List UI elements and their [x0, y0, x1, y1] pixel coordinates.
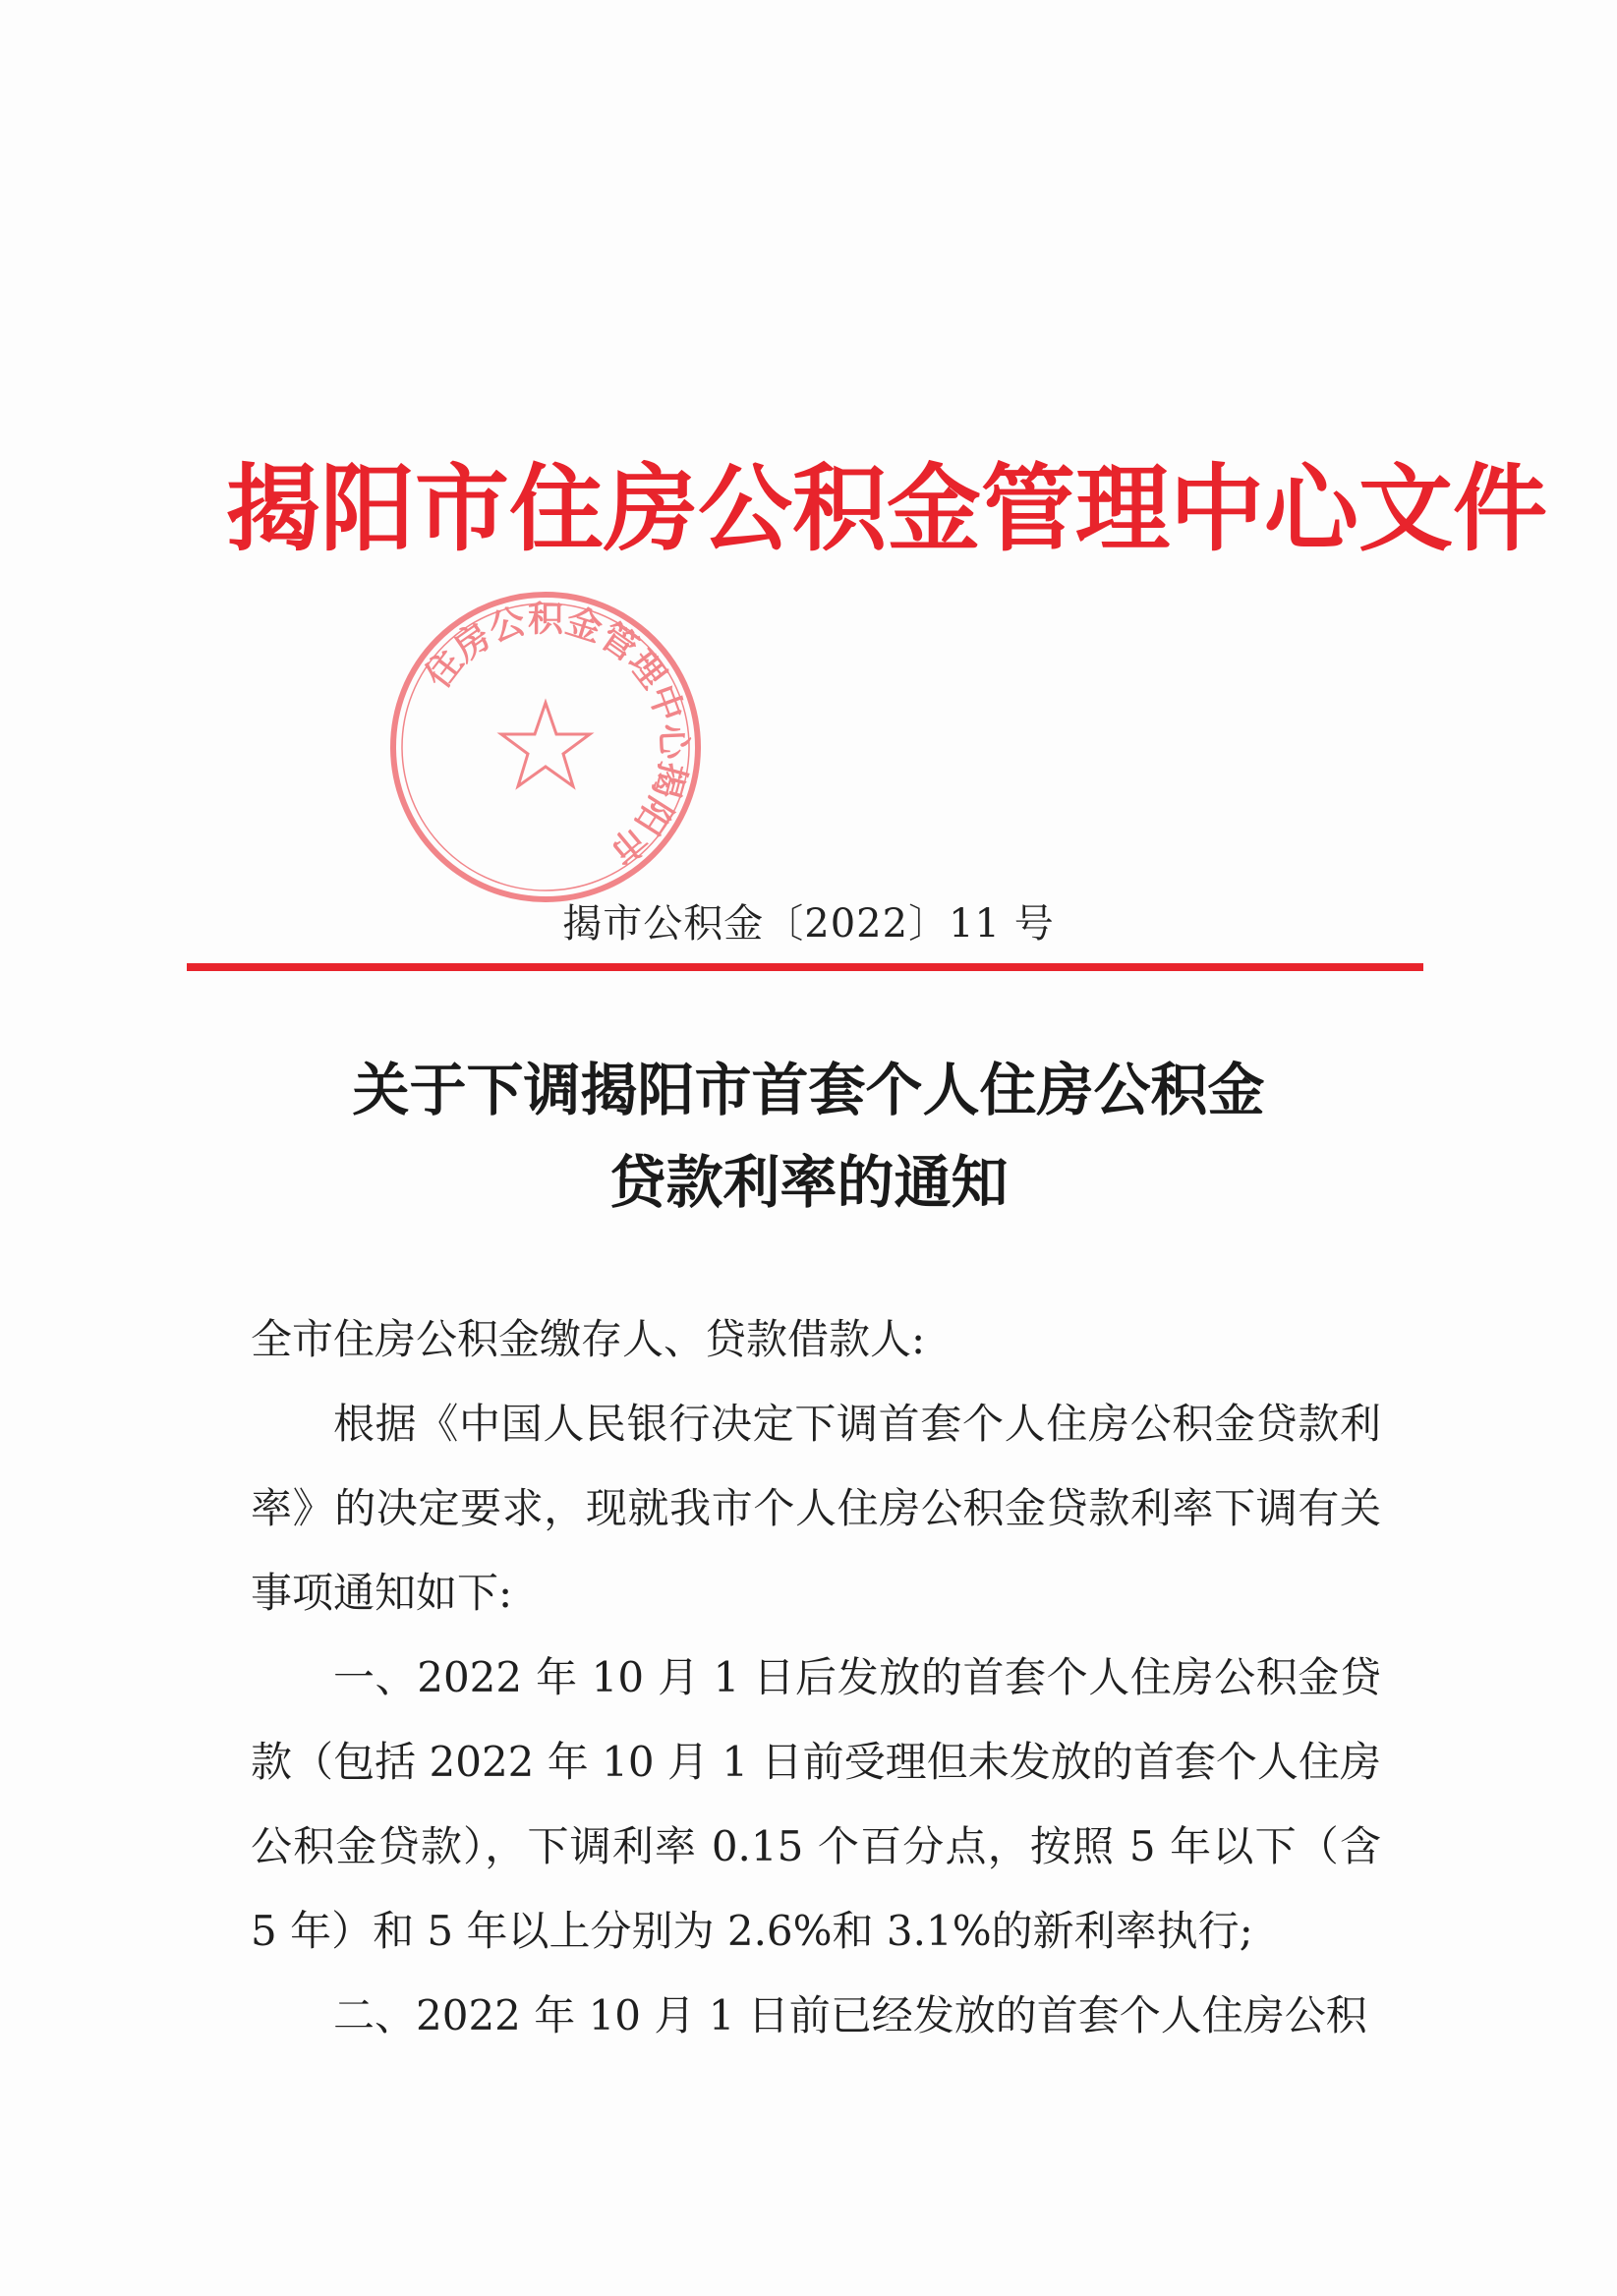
salutation: 全市住房公积金缴存人、贷款借款人:	[251, 1315, 926, 1363]
red-divider-line	[187, 963, 1423, 971]
paragraph-item-1: 一、2022 年 10 月 1 日后发放的首套个人住房公积金贷款（包括 2022 年 10 月 1 日前受理但未发放的首套个人住房公积金贷款），下调利率 0.15 个百分点，按照 5 年以下（含 5 年）和 5 年以上分别为 2.6%和 3.1%的新利率执行;	[251, 1653, 1381, 1955]
seal-star-icon	[501, 703, 590, 786]
notice-title-line-2: 贷款利率的通知	[608, 1149, 1009, 1216]
official-seal-icon	[383, 585, 708, 909]
notice-title-line-1: 关于下调揭阳市首套个人住房公积金	[352, 1057, 1265, 1123]
notice-title	[0, 1044, 1617, 1229]
document-number: 揭市公积金〔2022〕11 号	[562, 901, 1055, 947]
seal-ring-text: 住房公积金管理中心揭阳市	[418, 599, 694, 872]
issuing-organization-title: 揭阳市住房公积金管理中心文件	[226, 454, 1547, 564]
paragraph-intro: 根据《中国人民银行决定下调首套个人住房公积金贷款利率》的决定要求，现就我市个人住房公积金贷款利率下调有关事项通知如下:	[251, 1400, 1381, 1617]
notice-body	[251, 1297, 1381, 2058]
paragraph-item-2: 二、2022 年 10 月 1 日前已经发放的首套个人住房公积	[333, 1991, 1367, 2039]
